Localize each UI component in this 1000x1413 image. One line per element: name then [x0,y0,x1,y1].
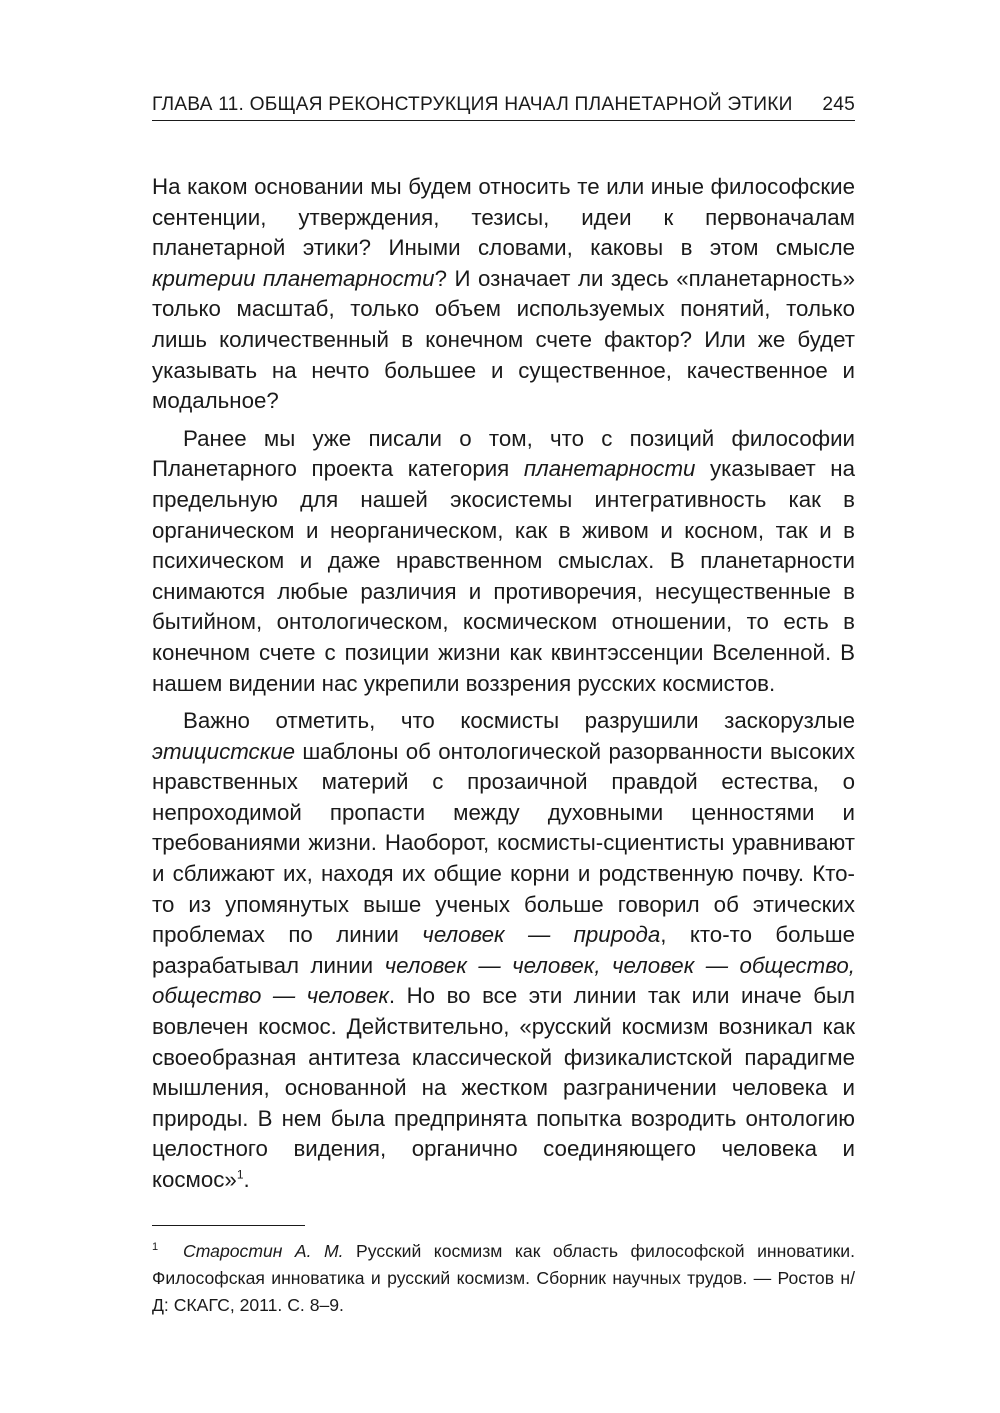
paragraph-3: Важно отметить, что космисты разрушили заскорузлые этицистские шаблоны об онтологической разорванности высоких нравственных материй с прозаичной правдой естества, о непроходимой пропасти между духовными ценностями и требованиями жизни. Наоборот, космисты-сциентисты уравнивают и сближают их, находя их общие корни и родственную почву. Кто-то из упомянутых выше ученых больше говорил об этических проблемах по линии человек — природа, кто-то больше разрабатывал линии человек — человек, человек — общество, общество — человек. Но во все эти линии так или иначе был вовлечен космос. Действительно, «русский космизм возникал как своеобразная антитеза классической физикалистской парадигме мышления, основанной на жестком разграничении человека и природы. В нем была предпринята попытка возродить онтологию целостного видения, органично соединяющего человека и космос»$^1$. [152,708,855,1192]
footnote [152,1238,855,1319]
emphasis-man-society-lines: человек — человек, человек — общество, общество — человек [152,952,855,1009]
emphasis-planetarity-criteria: критерии планетарности [152,265,435,291]
emphasis-planetarity: планетарности [523,456,696,482]
footnote-rule [152,1225,305,1226]
paragraph-2: Ранее мы уже писали о том, что с позиций философии Планетарного проекта категория планетарности указывает на предельную для нашей экосистемы интегративность как в органическом и неорганическом, как в живом и косном, так и в психическом и даже нравственном смыслах. В планетарности снимаются любые различия и противоречия, несущественные в бытийном, онтологическом, космическом отношении, то есть в конечном счете с позиции жизни как квинтэссенции Вселенной. В нашем видении нас укрепили воззрения русских космистов. [152,425,855,696]
paragraph-1: На каком основании мы будем относить те или иные философские сентенции, утверждения, тезисы, идеи к первоначалам планетарной этики? Иными словами, каковы в этом смысле критерии планетарности? И означает ли здесь «планетарность» только масштаб, только объем используемых понятий, только лишь количественный в конечном счете фактор? Или же будет указывать на нечто большее и существенное, качественное и модальное? [152,174,855,414]
footnote-reference[interactable]: 1 [236,1167,244,1182]
footnote-body [152,1238,855,1319]
running-header [152,88,855,116]
footnote-author: Старостин А. М. [183,1241,344,1261]
emphasis-ethicist: этицистские [152,738,296,764]
footnote-text: Русский космизм как область философской инноватики. Философская инноватика и русский космизм. Сборник научных трудов. — Ростов н/Д: СКАГС, 2011. С. 8–9. [152,1241,855,1315]
header-rule [152,120,855,121]
page-number: 245 [822,94,855,115]
chapter-title: ГЛАВА 11. ОБЩАЯ РЕКОНСТРУКЦИЯ НАЧАЛ ПЛАНЕТАРНОЙ ЭТИКИ [152,94,793,115]
footnote-number: 1 [152,1241,159,1253]
main-text [152,172,855,1196]
emphasis-man-nature: человек — природа [422,922,661,948]
